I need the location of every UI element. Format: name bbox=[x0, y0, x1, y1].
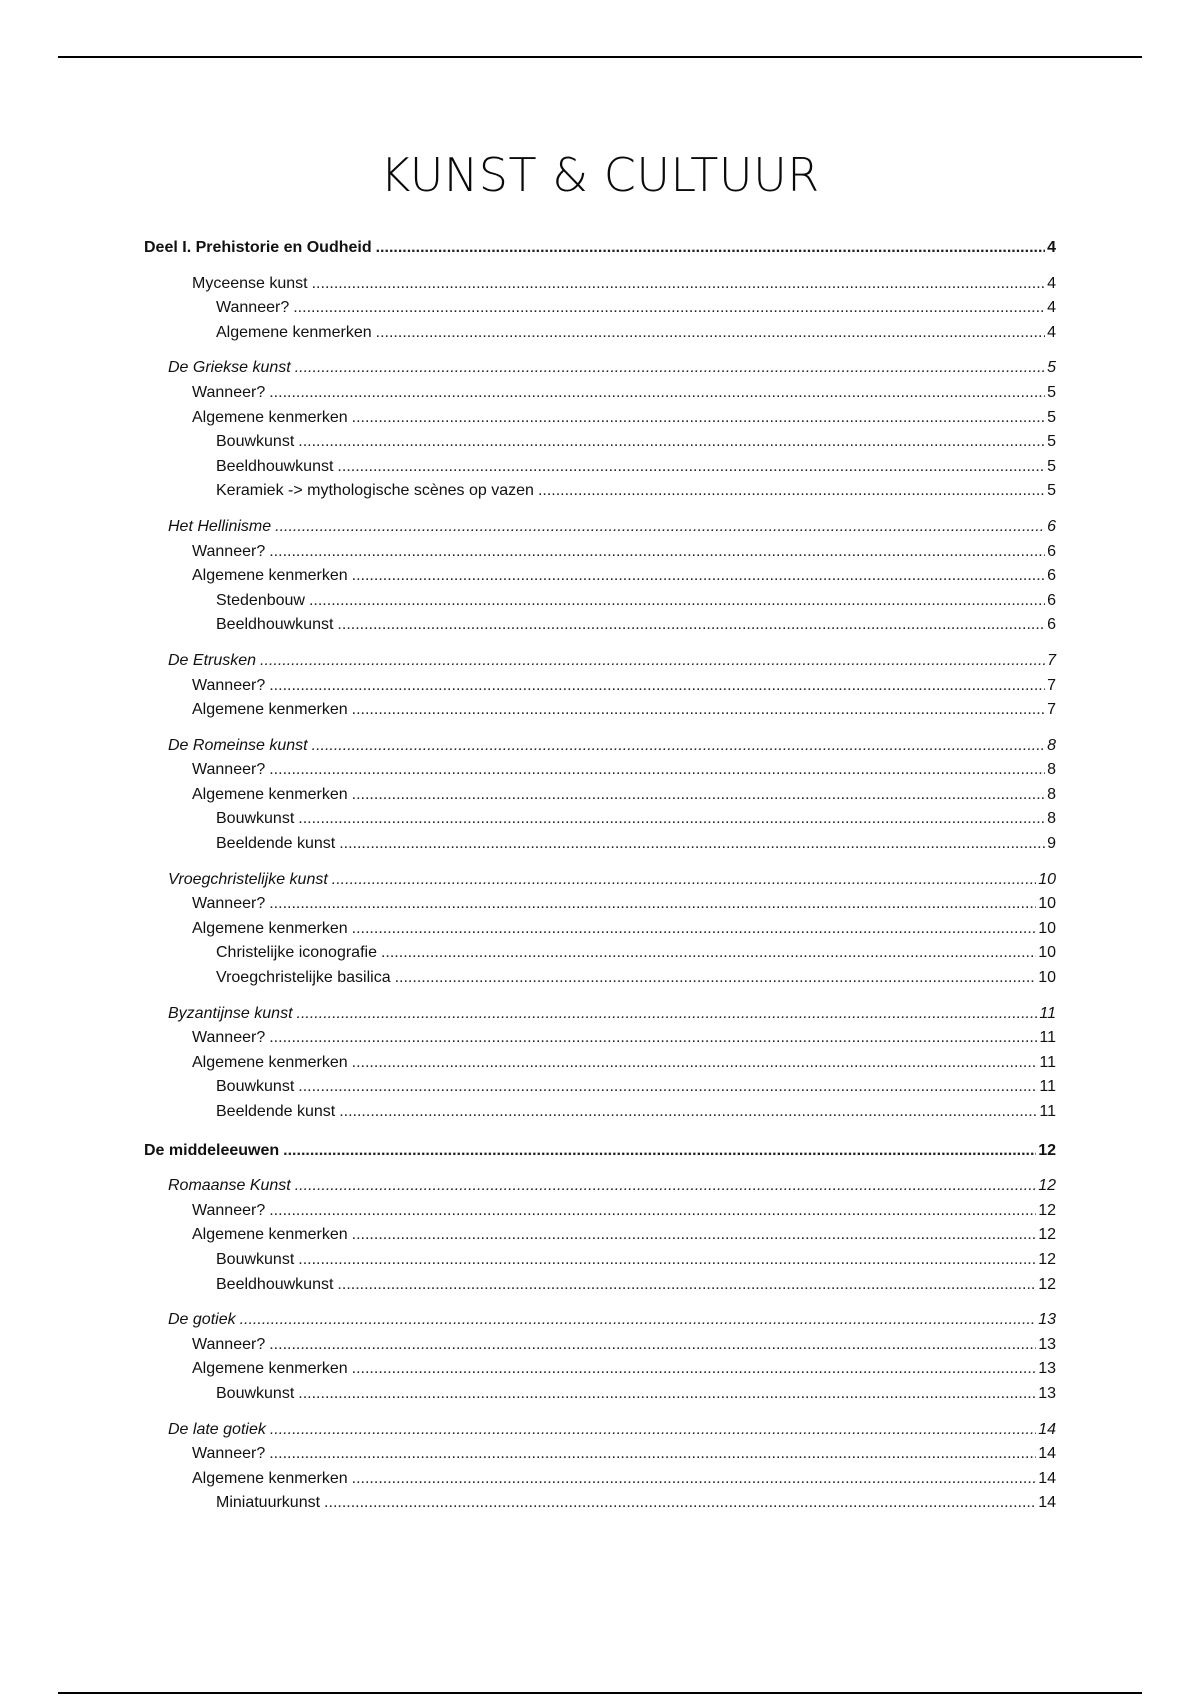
toc-page-number: 6 bbox=[1047, 591, 1056, 609]
toc-page-number: 14 bbox=[1038, 1420, 1056, 1438]
dot-leader bbox=[352, 698, 1045, 723]
dot-leader bbox=[293, 296, 1045, 321]
toc-entry-label: Algemene kenmerken bbox=[192, 408, 348, 426]
toc-entry[interactable] bbox=[144, 430, 1056, 455]
toc-entry-label: De middeleeuwen bbox=[144, 1141, 280, 1159]
toc-entry-label: Wanneer? bbox=[192, 542, 266, 560]
toc-entry[interactable] bbox=[144, 1333, 1056, 1358]
toc-entry-label: Wanneer? bbox=[216, 299, 290, 317]
toc-page-number: 13 bbox=[1038, 1335, 1056, 1353]
dot-leader bbox=[298, 1075, 1037, 1100]
dot-leader bbox=[260, 649, 1045, 674]
toc-entry[interactable] bbox=[144, 698, 1056, 723]
dot-leader bbox=[352, 917, 1037, 942]
toc-entry[interactable] bbox=[144, 941, 1056, 966]
dot-leader bbox=[352, 564, 1045, 589]
toc-entry[interactable] bbox=[144, 1418, 1056, 1443]
toc-entry[interactable] bbox=[144, 589, 1056, 614]
toc-page-number: 4 bbox=[1047, 239, 1056, 256]
toc-page-number: 6 bbox=[1047, 517, 1056, 535]
toc-page-number: 14 bbox=[1038, 1445, 1056, 1463]
toc-entry[interactable] bbox=[144, 1223, 1056, 1248]
toc-entry-label: Beeldhouwkunst bbox=[216, 1275, 334, 1293]
toc-entry[interactable] bbox=[144, 1467, 1056, 1492]
toc-page-number: 9 bbox=[1047, 835, 1056, 853]
toc-entry[interactable] bbox=[144, 892, 1056, 917]
toc-page-number: 12 bbox=[1038, 1177, 1056, 1195]
toc-page-number: 14 bbox=[1038, 1494, 1056, 1512]
toc-entry-label: Beeldhouwkunst bbox=[216, 616, 334, 634]
toc-entry[interactable] bbox=[144, 515, 1056, 540]
dot-leader bbox=[337, 455, 1045, 480]
dot-leader bbox=[352, 1357, 1037, 1382]
dot-leader bbox=[352, 406, 1045, 431]
toc-page-number: 12 bbox=[1038, 1141, 1056, 1159]
toc-entry-label: Christelijke iconografie bbox=[216, 944, 377, 962]
toc-entry-label: Algemene kenmerken bbox=[192, 785, 348, 803]
toc-entry-label: Byzantijnse kunst bbox=[168, 1004, 293, 1022]
toc-entry-label: Wanneer? bbox=[192, 761, 266, 779]
toc-entry-label: Wanneer? bbox=[192, 383, 266, 401]
dot-leader bbox=[269, 381, 1045, 406]
toc-entry[interactable] bbox=[144, 868, 1056, 893]
dot-leader bbox=[240, 1308, 1037, 1333]
toc-entry-label: Algemene kenmerken bbox=[192, 701, 348, 719]
toc-page-number: 4 bbox=[1047, 274, 1056, 292]
toc-page-number: 13 bbox=[1038, 1311, 1056, 1329]
dot-leader bbox=[332, 868, 1036, 893]
dot-leader bbox=[298, 1382, 1036, 1407]
toc-entry-label: Bouwkunst bbox=[216, 1384, 295, 1402]
toc-entry[interactable] bbox=[144, 455, 1056, 480]
toc-entry[interactable] bbox=[144, 1199, 1056, 1224]
dot-leader bbox=[270, 1418, 1036, 1443]
toc-page-number: 10 bbox=[1038, 919, 1056, 937]
toc-entry-label: Beeldhouwkunst bbox=[216, 457, 334, 475]
toc-entry[interactable] bbox=[144, 758, 1056, 783]
toc-page-number: 7 bbox=[1047, 701, 1056, 719]
dot-leader bbox=[352, 783, 1045, 808]
toc-entry[interactable] bbox=[144, 356, 1056, 381]
toc-entry[interactable] bbox=[144, 1442, 1056, 1467]
toc-entry-label: Beeldende kunst bbox=[216, 835, 336, 853]
toc-entry[interactable] bbox=[144, 783, 1056, 808]
toc-page-number: 10 bbox=[1038, 944, 1056, 962]
toc-entry[interactable] bbox=[144, 613, 1056, 638]
dot-leader bbox=[298, 1248, 1036, 1273]
dot-leader bbox=[309, 589, 1045, 614]
toc-entry-label: De gotiek bbox=[168, 1311, 236, 1329]
toc-page-number: 13 bbox=[1038, 1360, 1056, 1378]
toc-entry-label: Algemene kenmerken bbox=[192, 1053, 348, 1071]
toc-entry[interactable] bbox=[144, 1491, 1056, 1516]
toc-entry[interactable] bbox=[144, 1382, 1056, 1407]
dot-leader bbox=[324, 1491, 1036, 1516]
toc-page-number: 12 bbox=[1038, 1201, 1056, 1219]
toc-entry[interactable] bbox=[144, 296, 1056, 321]
toc-entry[interactable] bbox=[144, 917, 1056, 942]
dot-leader bbox=[269, 1199, 1036, 1224]
dot-leader bbox=[538, 479, 1045, 504]
toc-entry-label: De late gotiek bbox=[168, 1420, 266, 1438]
dot-leader bbox=[269, 758, 1045, 783]
toc-entry-label: Wanneer? bbox=[192, 1201, 266, 1219]
dot-leader bbox=[275, 515, 1045, 540]
dot-leader bbox=[312, 272, 1045, 297]
toc-entry[interactable] bbox=[144, 1002, 1056, 1027]
toc-entry-label: Deel I. Prehistorie en Oudheid bbox=[144, 239, 372, 256]
toc-page-number: 8 bbox=[1047, 761, 1056, 779]
dot-leader bbox=[376, 321, 1045, 346]
toc-entry[interactable] bbox=[144, 1357, 1056, 1382]
toc-entry-label: Beeldende kunst bbox=[216, 1103, 336, 1120]
dot-leader bbox=[339, 1100, 1037, 1125]
toc-entry-label: Wanneer? bbox=[192, 1029, 266, 1047]
dot-leader bbox=[269, 540, 1045, 565]
toc-entry[interactable] bbox=[144, 1075, 1056, 1100]
toc-entry[interactable] bbox=[144, 807, 1056, 832]
toc-page-number: 12 bbox=[1038, 1250, 1056, 1268]
toc-entry[interactable] bbox=[144, 479, 1056, 504]
toc-page-number: 10 bbox=[1038, 969, 1056, 987]
toc-entry-label: Wanneer? bbox=[192, 895, 266, 913]
toc-page-number: 6 bbox=[1047, 616, 1056, 634]
toc-entry[interactable] bbox=[144, 540, 1056, 565]
toc-page-number: 13 bbox=[1038, 1384, 1056, 1402]
dot-leader bbox=[352, 1467, 1037, 1492]
toc-entry[interactable] bbox=[144, 1051, 1056, 1076]
toc-entry[interactable] bbox=[144, 832, 1056, 857]
dot-leader bbox=[298, 807, 1045, 832]
dot-leader bbox=[269, 892, 1036, 917]
toc-page-number: 4 bbox=[1047, 299, 1056, 317]
toc-entry-label: Keramiek -> mythologische scènes op vazen bbox=[216, 482, 534, 500]
toc-entry[interactable] bbox=[144, 272, 1056, 297]
footer-rule bbox=[58, 1692, 1142, 1694]
toc-page-number: 10 bbox=[1038, 870, 1056, 888]
toc-entry-label: De Griekse kunst bbox=[168, 359, 291, 377]
toc-entry-label: Bouwkunst bbox=[216, 433, 295, 451]
header-rule bbox=[58, 56, 1142, 58]
toc-entry[interactable] bbox=[144, 1248, 1056, 1273]
toc-page-number: 8 bbox=[1047, 810, 1056, 828]
toc-entry-label: Algemene kenmerken bbox=[192, 1226, 348, 1244]
dot-leader bbox=[352, 1223, 1037, 1248]
toc-page-number: 11 bbox=[1039, 1103, 1056, 1120]
toc-entry-label: Vroegchristelijke kunst bbox=[168, 870, 328, 888]
toc-entry-label: Algemene kenmerken bbox=[192, 1360, 348, 1378]
toc-entry[interactable] bbox=[144, 381, 1056, 406]
toc-page-number: 6 bbox=[1047, 567, 1056, 585]
toc-page-number: 5 bbox=[1047, 457, 1056, 475]
toc-page-number: 4 bbox=[1047, 323, 1056, 341]
dot-leader bbox=[339, 832, 1045, 857]
dot-leader bbox=[298, 430, 1045, 455]
toc-entry-label: Bouwkunst bbox=[216, 810, 295, 828]
toc-page-number: 14 bbox=[1038, 1469, 1056, 1487]
dot-leader bbox=[283, 1139, 1036, 1164]
toc-page-number: 5 bbox=[1047, 359, 1056, 377]
toc-entry[interactable] bbox=[144, 1273, 1056, 1298]
toc-entry-label: Romaanse Kunst bbox=[168, 1177, 291, 1195]
toc-entry-label: Algemene kenmerken bbox=[192, 1469, 348, 1487]
toc-entry-label: Algemene kenmerken bbox=[192, 919, 348, 937]
toc-page-number: 11 bbox=[1039, 1078, 1056, 1096]
toc-page-number: 12 bbox=[1038, 1275, 1056, 1293]
table-of-contents bbox=[144, 236, 1056, 1516]
toc-entry-label: Algemene kenmerken bbox=[192, 567, 348, 585]
toc-page-number: 5 bbox=[1047, 408, 1056, 426]
dot-leader bbox=[381, 941, 1036, 966]
dot-leader bbox=[297, 1002, 1038, 1027]
toc-entry[interactable] bbox=[144, 649, 1056, 674]
toc-page-number: 11 bbox=[1039, 1053, 1056, 1071]
dot-leader bbox=[295, 356, 1045, 381]
toc-entry[interactable] bbox=[144, 1139, 1056, 1164]
toc-entry[interactable] bbox=[144, 1308, 1056, 1333]
toc-entry-label: De Etrusken bbox=[168, 651, 257, 669]
dot-leader bbox=[395, 966, 1037, 991]
dot-leader bbox=[376, 236, 1045, 261]
toc-entry-label: Bouwkunst bbox=[216, 1250, 295, 1268]
toc-entry-label: Wanneer? bbox=[192, 1335, 266, 1353]
dot-leader bbox=[269, 674, 1045, 699]
toc-entry-label: Miniatuurkunst bbox=[216, 1494, 321, 1512]
toc-entry[interactable] bbox=[144, 1026, 1056, 1051]
toc-page-number: 8 bbox=[1047, 785, 1056, 803]
toc-entry[interactable] bbox=[144, 321, 1056, 346]
dot-leader bbox=[269, 1026, 1037, 1051]
toc-page-number: 11 bbox=[1039, 1004, 1056, 1022]
toc-entry-label: De Romeinse kunst bbox=[168, 736, 308, 754]
toc-entry[interactable] bbox=[144, 734, 1056, 759]
dot-leader bbox=[337, 613, 1045, 638]
toc-entry[interactable] bbox=[144, 236, 1056, 261]
toc-page-number: 5 bbox=[1047, 383, 1056, 401]
toc-entry-label: Vroegchristelijke basilica bbox=[216, 969, 391, 987]
dot-leader bbox=[352, 1051, 1038, 1076]
toc-page-number: 10 bbox=[1038, 895, 1056, 913]
toc-entry[interactable] bbox=[144, 406, 1056, 431]
toc-entry-label: Wanneer? bbox=[192, 676, 266, 694]
dot-leader bbox=[269, 1333, 1036, 1358]
dot-leader bbox=[295, 1174, 1036, 1199]
toc-entry-label: Algemene kenmerken bbox=[216, 323, 372, 341]
dot-leader bbox=[312, 734, 1045, 759]
toc-page-number: 5 bbox=[1047, 482, 1056, 500]
toc-entry[interactable] bbox=[144, 674, 1056, 699]
toc-page-number: 11 bbox=[1039, 1029, 1056, 1047]
toc-page-number: 7 bbox=[1047, 676, 1056, 694]
toc-entry-label: Wanneer? bbox=[192, 1445, 266, 1463]
toc-entry[interactable] bbox=[144, 564, 1056, 589]
dot-leader bbox=[269, 1442, 1036, 1467]
toc-entry[interactable] bbox=[144, 1174, 1056, 1199]
toc-entry[interactable] bbox=[144, 1100, 1056, 1125]
toc-entry[interactable] bbox=[144, 966, 1056, 991]
document-title: KUNST & CULTUUR bbox=[380, 148, 820, 202]
toc-entry-label: Bouwkunst bbox=[216, 1078, 295, 1096]
dot-leader bbox=[337, 1273, 1036, 1298]
toc-entry-label: Stedenbouw bbox=[216, 591, 305, 609]
toc-entry-label: Myceense kunst bbox=[192, 274, 308, 292]
toc-page-number: 8 bbox=[1047, 736, 1056, 754]
toc-entry-label: Het Hellinisme bbox=[168, 517, 272, 535]
toc-page-number: 6 bbox=[1047, 542, 1056, 560]
toc-page-number: 12 bbox=[1038, 1226, 1056, 1244]
toc-page-number: 7 bbox=[1047, 651, 1056, 669]
toc-page-number: 5 bbox=[1047, 433, 1056, 451]
